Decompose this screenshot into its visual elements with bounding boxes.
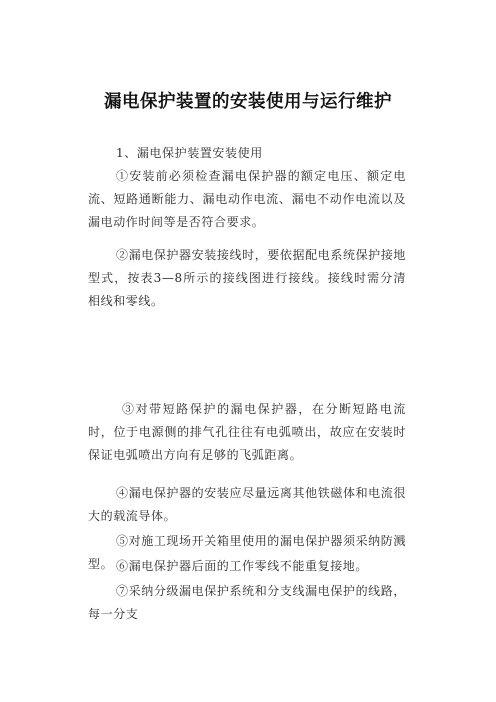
paragraph-4: ④漏电保护器的安装应尽量远离其他铁磁体和电流很大的载流导体。 (88, 486, 406, 523)
paragraph-6: ⑥漏电保护器后面的工作零线不能重复接地。 (116, 559, 369, 573)
paragraph-5: ⑤对施工现场开关箱里使用的漏电保护器须采纳防溅型。 (88, 534, 406, 571)
section-heading: 1、漏电保护装置安装使用 (116, 146, 263, 160)
paragraph-1: ①安装前必须检查漏电保护器的额定电压、额定电流、短路通断能力、漏电动作电流、漏电不动作电流以及漏电动作时间等是否符合要求。 (88, 169, 406, 229)
paragraph-2: ②漏电保护器安装接线时，要依据配电系统保护接地型式，按表3—8所示的接线图进行接线。接线时需分清相线和零线。 (88, 248, 406, 308)
document-title: 漏电保护装置的安装使用与运行维护 (104, 92, 392, 112)
paragraph-3: ③对带短路保护的漏电保护器，在分断短路电流时，位于电源侧的排气孔往往有电弧喷出，故应在安装时保证电弧喷出方向有足够的飞弧距离。 (88, 402, 406, 462)
paragraph-7: ⑦采纳分级漏电保护系统和分支线漏电保护的线路，每一分支 (88, 584, 406, 621)
